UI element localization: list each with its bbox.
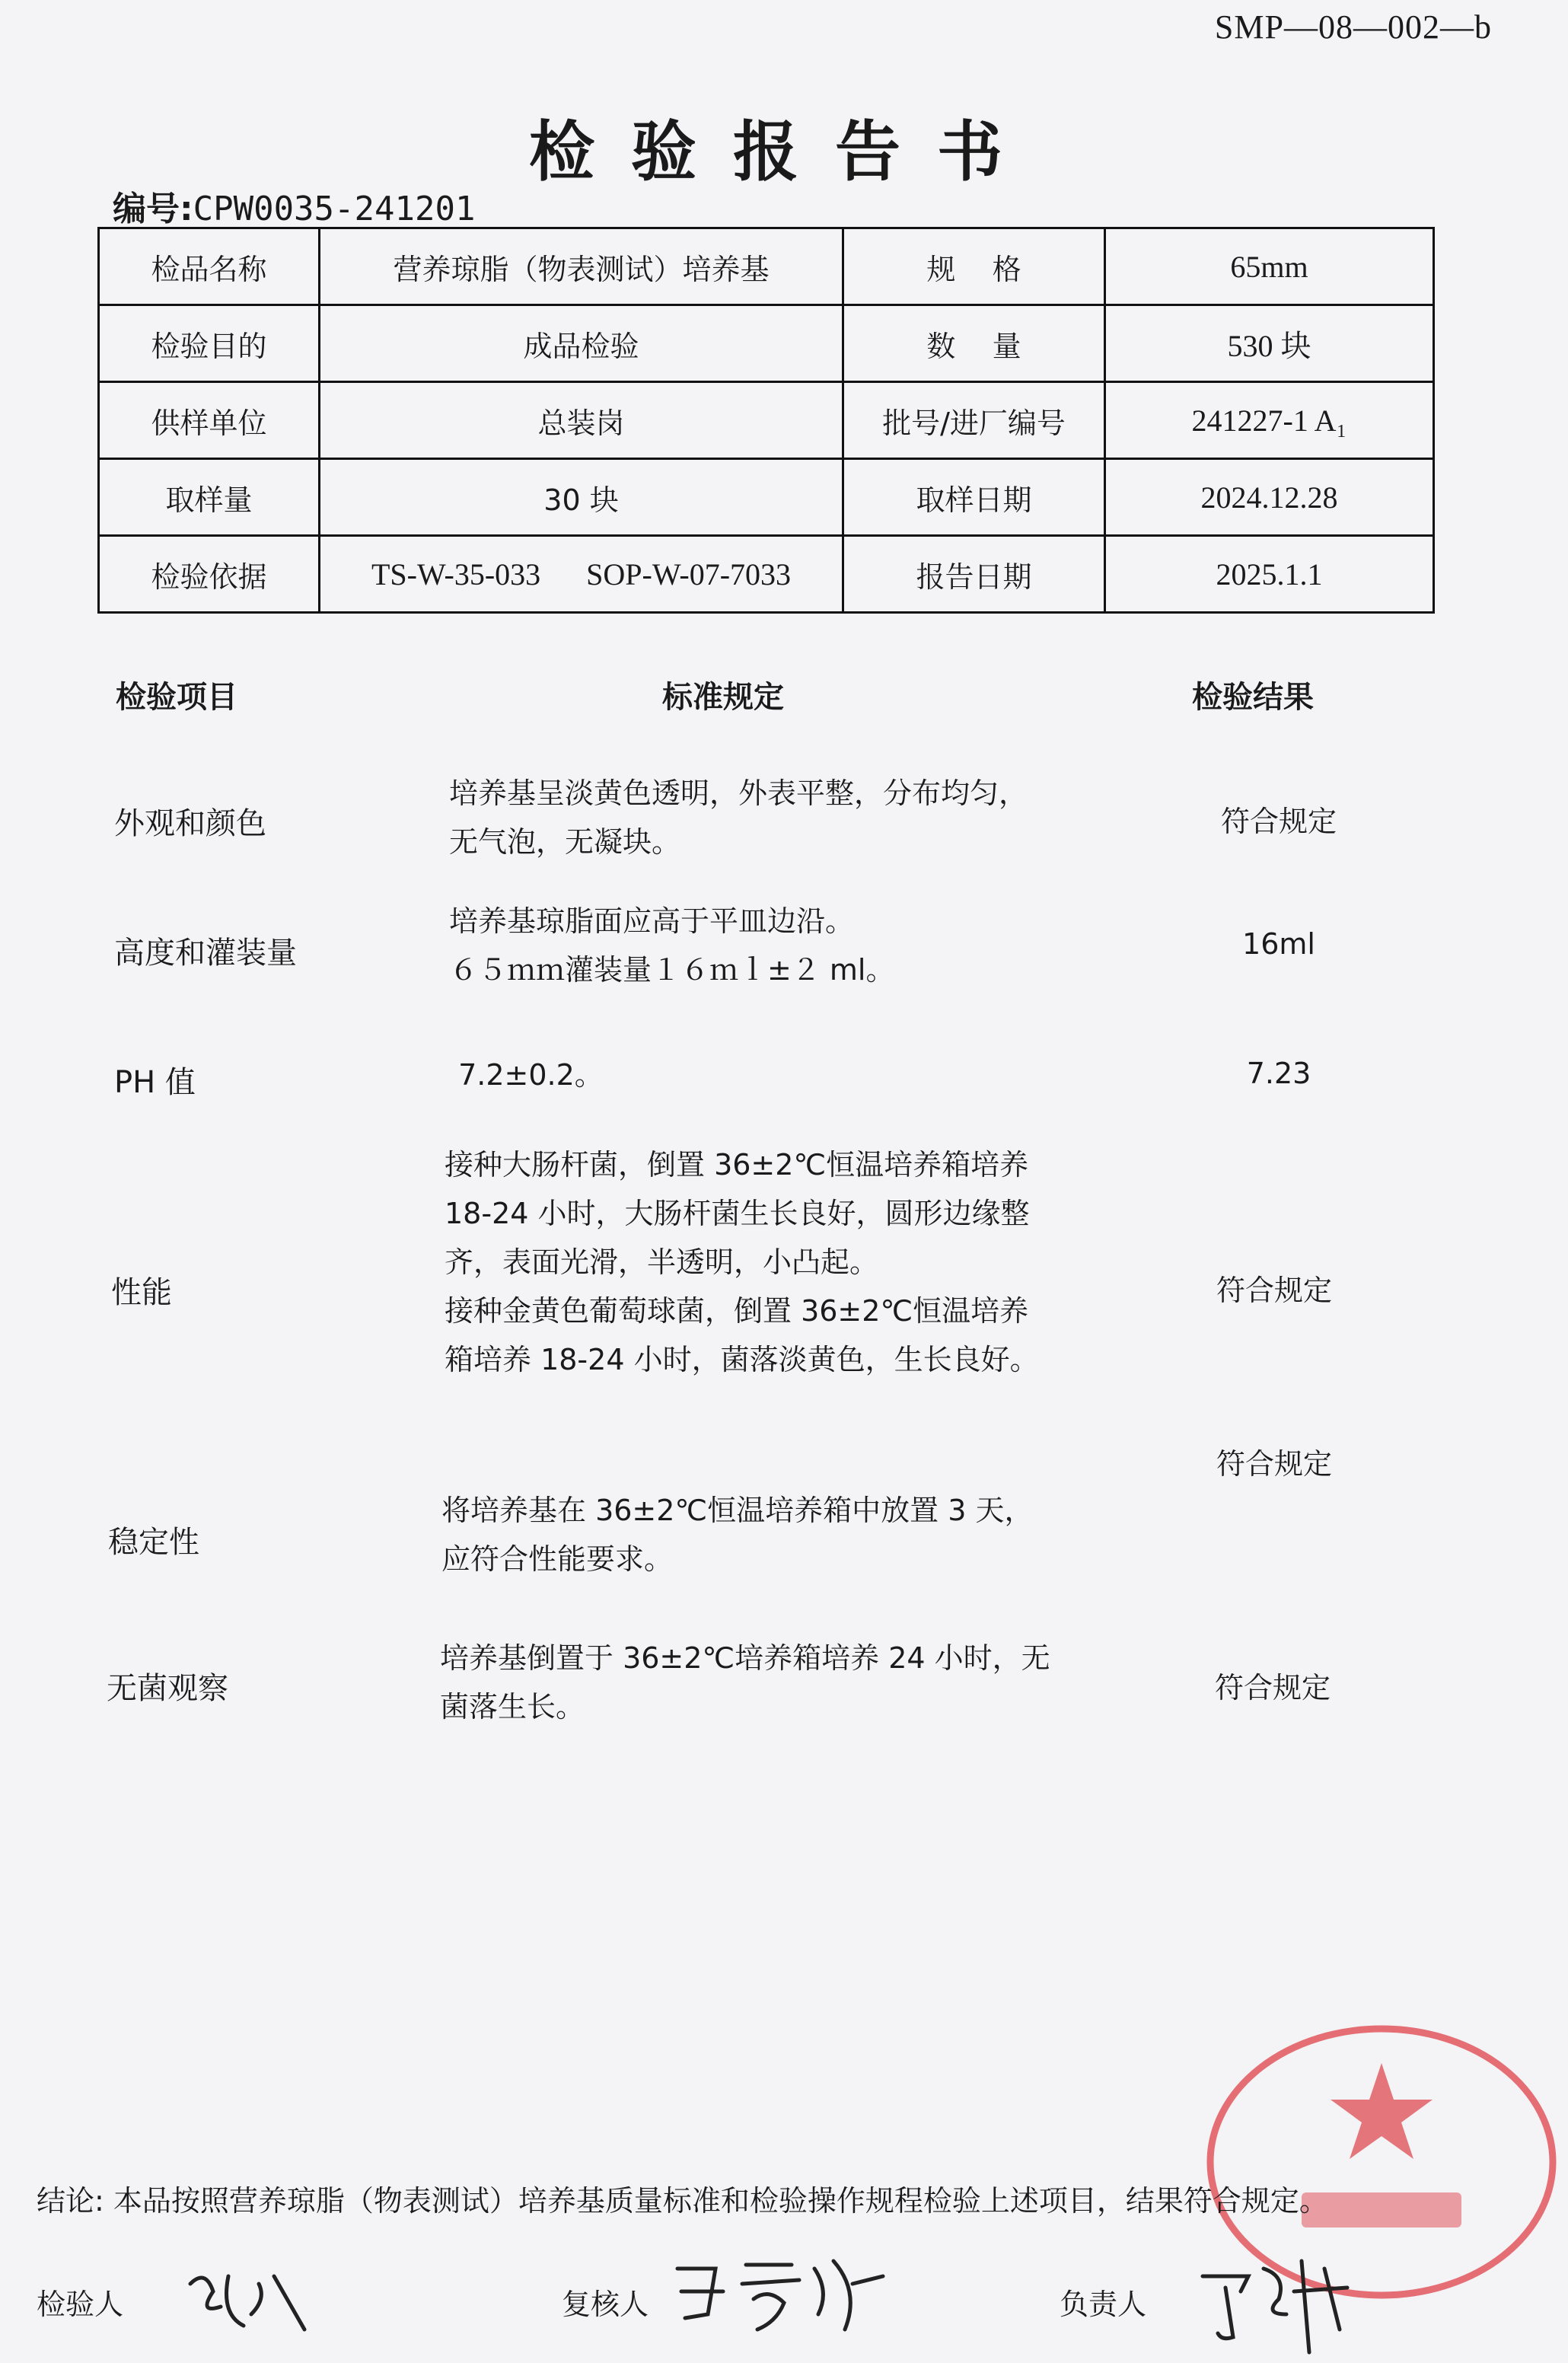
info-value: 成品检验 bbox=[320, 305, 843, 382]
standard-line: 接种大肠杆菌，倒置 36±2℃恒温培养箱培养 bbox=[445, 1148, 1029, 1182]
standard-line: 将培养基在 36±2℃恒温培养箱中放置 3 天， bbox=[441, 1494, 1034, 1527]
info-label: 批号/进厂编号 bbox=[843, 382, 1105, 459]
test-result: 7.23 bbox=[1246, 1057, 1311, 1090]
test-standard bbox=[440, 1634, 1125, 1731]
info-row bbox=[99, 382, 1434, 459]
info-label: 检验依据 bbox=[99, 536, 320, 613]
star-icon bbox=[1331, 2063, 1433, 2159]
test-result: 符合规定 bbox=[1216, 1447, 1332, 1481]
document-code: SMP—08—002—b bbox=[1214, 8, 1492, 46]
standard-line: 培养基倒置于 36±2℃培养箱培养 24 小时，无 bbox=[440, 1641, 1050, 1675]
info-label: 规 格 bbox=[843, 228, 1105, 305]
conclusion: 结论: 本品按照营养琼脂（物表测试）培养基质量标准和检验操作规程检验上述项目，结果符合规定。 bbox=[37, 2184, 1328, 2218]
test-standard bbox=[449, 897, 1134, 994]
reviewer-label: 复核人 bbox=[562, 2288, 649, 2321]
info-value: 2025.1.1 bbox=[1105, 536, 1434, 613]
info-value: TS-W-35-033 SOP-W-07-7033 bbox=[320, 536, 843, 613]
standard-line: 齐，表面光滑，半透明，小凸起。 bbox=[445, 1245, 879, 1279]
header-result: 检验结果 bbox=[1192, 680, 1314, 715]
serial-value: CPW0035-241201 bbox=[193, 190, 476, 228]
standard-line: 接种金黄色葡萄球菌，倒置 36±2℃恒温培养 bbox=[445, 1294, 1029, 1328]
responsible-signature bbox=[1187, 2246, 1378, 2360]
header-standard: 标准规定 bbox=[662, 680, 784, 715]
standard-line: 培养基琼脂面应高于平皿边沿。 bbox=[449, 904, 855, 938]
test-item: 性能 bbox=[111, 1275, 172, 1310]
standard-line: 7.2±0.2。 bbox=[449, 1058, 604, 1092]
test-item: 无菌观察 bbox=[107, 1671, 228, 1706]
info-label: 检验目的 bbox=[99, 305, 320, 382]
test-standard bbox=[441, 1486, 1127, 1583]
info-value: 530 块 bbox=[1105, 305, 1434, 382]
info-label: 报告日期 bbox=[843, 536, 1105, 613]
responsible-label: 负责人 bbox=[1060, 2288, 1147, 2321]
standard-line: ６５ｍｍ灌装量１６ｍｌ±２ ml。 bbox=[449, 953, 895, 987]
info-row bbox=[99, 459, 1434, 536]
test-result: 符合规定 bbox=[1216, 1274, 1332, 1307]
info-value: 65mm bbox=[1105, 228, 1434, 305]
info-value: 241227-1 A₁ bbox=[1105, 382, 1434, 459]
test-result: 16ml bbox=[1242, 927, 1315, 961]
inspector-label: 检验人 bbox=[37, 2288, 124, 2321]
test-result: 符合规定 bbox=[1214, 1671, 1331, 1704]
info-row bbox=[99, 228, 1434, 305]
inspector-signature bbox=[175, 2253, 327, 2345]
info-label: 取样量 bbox=[99, 459, 320, 536]
test-standard bbox=[445, 1140, 1130, 1384]
info-label: 供样单位 bbox=[99, 382, 320, 459]
standard-line: 无气泡，无凝块。 bbox=[449, 825, 681, 859]
standard-line: 箱培养 18-24 小时，菌落淡黄色，生长良好。 bbox=[445, 1343, 1039, 1376]
info-value: 营养琼脂（物表测试）培养基 bbox=[320, 228, 843, 305]
serial-number bbox=[113, 181, 475, 230]
header-item: 检验项目 bbox=[116, 680, 237, 715]
info-value: 30 块 bbox=[320, 459, 843, 536]
info-value: 总装岗 bbox=[320, 382, 843, 459]
info-label: 数 量 bbox=[843, 305, 1105, 382]
test-standard bbox=[449, 1051, 1134, 1099]
standard-line: 培养基呈淡黄色透明，外表平整，分布均匀， bbox=[449, 777, 1028, 810]
info-row bbox=[99, 305, 1434, 382]
test-standard bbox=[449, 769, 1134, 866]
test-item: 稳定性 bbox=[108, 1525, 199, 1560]
reviewer-signature bbox=[670, 2246, 891, 2352]
test-item: PH 值 bbox=[114, 1065, 196, 1100]
standard-line: 18-24 小时，大肠杆菌生长良好，圆形边缘整 bbox=[445, 1197, 1030, 1230]
serial-label: 编号: bbox=[113, 190, 193, 228]
info-row bbox=[99, 536, 1434, 613]
standard-line: 菌落生长。 bbox=[440, 1690, 585, 1724]
info-label: 取样日期 bbox=[843, 459, 1105, 536]
page-title: 检验报告书 bbox=[529, 114, 1039, 190]
info-label: 检品名称 bbox=[99, 228, 320, 305]
test-item: 高度和灌装量 bbox=[114, 936, 297, 971]
standard-line: 应符合性能要求。 bbox=[441, 1542, 674, 1576]
info-value: 2024.12.28 bbox=[1105, 459, 1434, 536]
test-result: 符合规定 bbox=[1220, 805, 1337, 838]
test-item: 外观和颜色 bbox=[114, 806, 266, 841]
info-table bbox=[97, 227, 1435, 614]
